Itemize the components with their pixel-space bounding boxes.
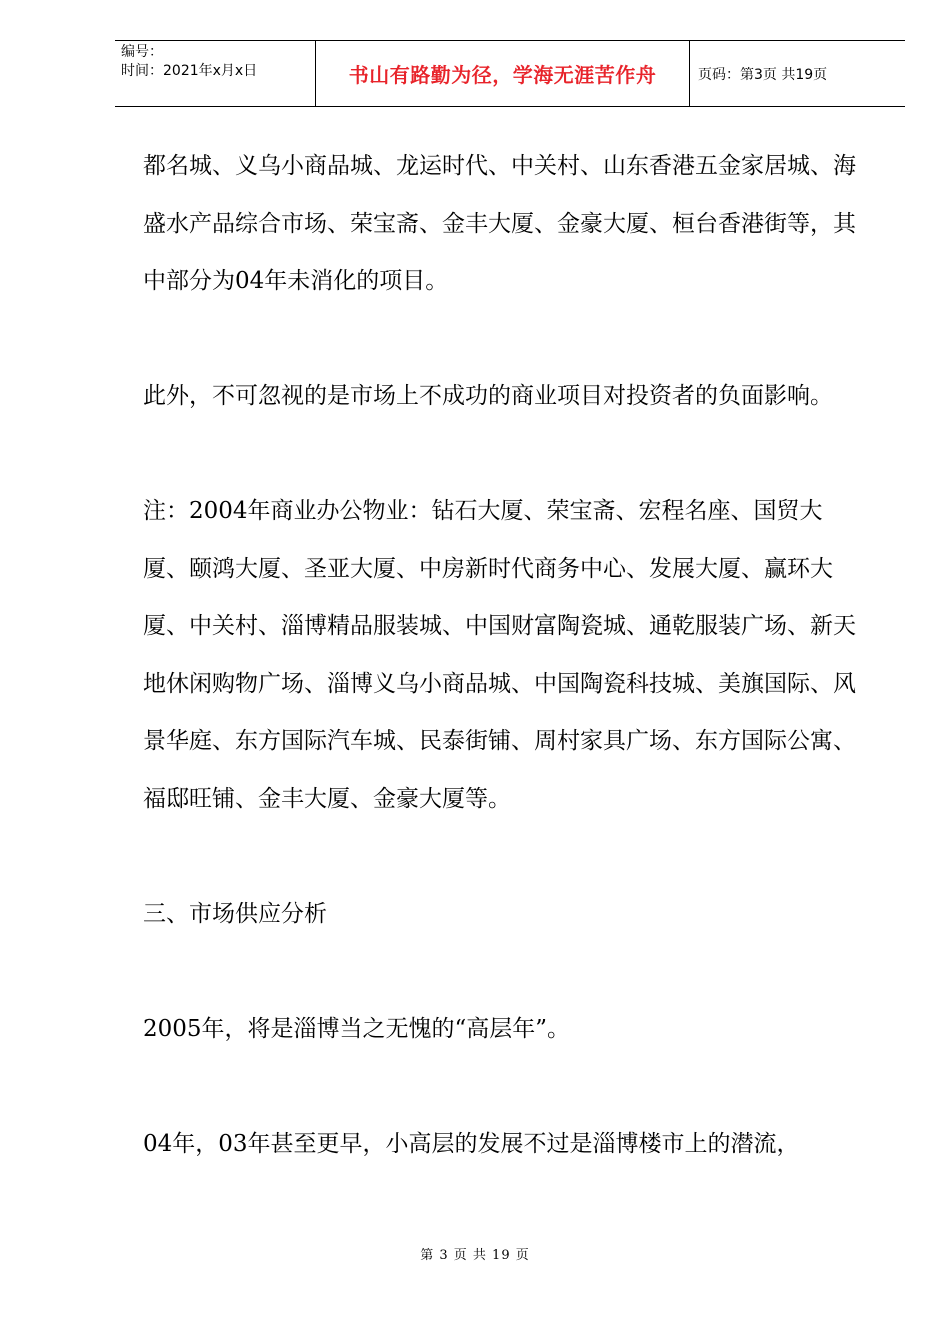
code-label: 编号：	[121, 44, 163, 60]
page-info-text: 页码：第3页 共19页	[698, 66, 828, 83]
page-footer	[0, 1244, 950, 1263]
footer-page-number: 第 3 页 共 19 页	[420, 1248, 530, 1263]
paragraph: 都名城、义乌小商品城、龙运时代、中关村、山东香港五金家居城、海盛水产品综合市场、荣宝斋、金丰大厦、金豪大厦、桓台香港街等，其中部分为04年未消化的项目。	[143, 153, 856, 294]
header-motto-cell	[316, 41, 690, 106]
header-meta	[115, 41, 316, 106]
paragraph: 此外，不可忽视的是市场上不成功的商业项目对投资者的负面影响。	[143, 383, 833, 409]
time-label: 时间：2021年x月x日	[121, 63, 258, 79]
page-header	[115, 40, 905, 107]
header-motto: 书山有路勤为径，学海无涯苦作舟	[348, 63, 657, 87]
section-heading: 三、市场供应分析	[143, 900, 327, 927]
paragraph: 04年，03年甚至更早，小高层的发展不过是淄博楼市上的潜流，	[143, 1130, 800, 1157]
document-body	[143, 138, 868, 1173]
paragraph: 注：2004年商业办公物业：钻石大厦、荣宝斋、宏程名座、国贸大厦、颐鸿大厦、圣亚大厦、中房新时代商务中心、发展大厦、赢环大厦、中关村、淄博精品服装城、中国财富陶瓷城、通乾服装广场、新天地休闲购物广场、淄博义乌小商品城、中国陶瓷科技城、美旗国际、风景华庭、东方国际汽车城、民泰街铺、周村家具广场、东方国际公寓、福邸旺铺、金丰大厦、金豪大厦等。	[143, 498, 856, 812]
paragraph: 2005年，将是淄博当之无愧的“高层年”。	[143, 1015, 571, 1042]
header-page-info	[690, 41, 905, 106]
